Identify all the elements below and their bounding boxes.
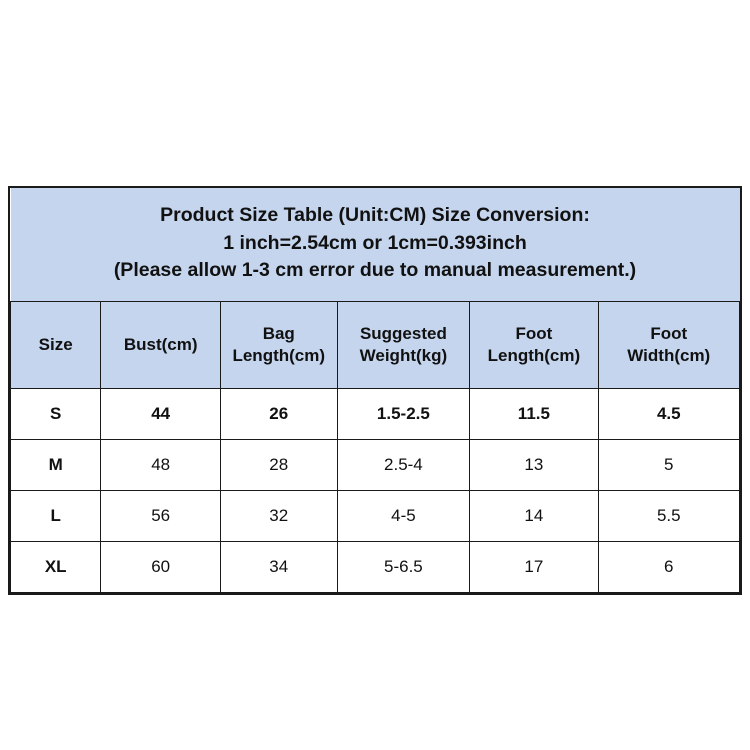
column-header-suggested-weight-line1: Suggested xyxy=(359,323,447,343)
cell-bag-length: 28 xyxy=(220,440,337,491)
column-header-foot-width-line2: Width(cm) xyxy=(627,346,711,366)
column-header-foot-width-line1: Foot xyxy=(650,323,688,343)
column-header-foot-length-line1: Foot xyxy=(515,323,553,343)
title-line-2: 1 inch=2.54cm or 1cm=0.393inch xyxy=(223,231,527,254)
column-header-bust-line1: Bust(cm) xyxy=(123,335,198,355)
table-header-row xyxy=(11,302,740,389)
cell-foot-width: 5 xyxy=(598,440,739,491)
cell-bust: 60 xyxy=(101,542,221,593)
table-title xyxy=(11,188,740,302)
cell-suggested-weight: 4-5 xyxy=(337,491,470,542)
table-row xyxy=(11,389,740,440)
cell-bust: 44 xyxy=(101,389,221,440)
cell-bust: 48 xyxy=(101,440,221,491)
column-header-foot-length-line2: Length(cm) xyxy=(487,346,581,366)
title-line-1: Product Size Table (Unit:CM) Size Conversion: xyxy=(160,204,590,226)
cell-bag-length: 26 xyxy=(220,389,337,440)
cell-bust: 56 xyxy=(101,491,221,542)
cell-foot-length: 11.5 xyxy=(470,389,598,440)
cell-foot-width: 5.5 xyxy=(598,491,739,542)
cell-size: S xyxy=(11,389,101,440)
table-title-row xyxy=(11,188,740,302)
table-row xyxy=(11,542,740,593)
size-table-container xyxy=(8,186,742,595)
column-header-suggested-weight xyxy=(337,302,470,389)
column-header-foot-width xyxy=(598,302,739,389)
cell-foot-length: 13 xyxy=(470,440,598,491)
title-line-3: (Please allow 1-3 cm error due to manual measurement.) xyxy=(113,259,637,282)
cell-size: L xyxy=(11,491,101,542)
cell-suggested-weight: 1.5-2.5 xyxy=(337,389,470,440)
table-row xyxy=(11,491,740,542)
size-table xyxy=(10,188,740,593)
column-header-bag-length xyxy=(220,302,337,389)
column-header-size xyxy=(11,302,101,389)
cell-size: XL xyxy=(11,542,101,593)
cell-bag-length: 32 xyxy=(220,491,337,542)
cell-suggested-weight: 5-6.5 xyxy=(337,542,470,593)
cell-suggested-weight: 2.5-4 xyxy=(337,440,470,491)
cell-bag-length: 34 xyxy=(220,542,337,593)
cell-size: M xyxy=(11,440,101,491)
cell-foot-width: 4.5 xyxy=(598,389,739,440)
column-header-size-line1: Size xyxy=(38,335,73,355)
cell-foot-length: 17 xyxy=(470,542,598,593)
cell-foot-width: 6 xyxy=(598,542,739,593)
column-header-suggested-weight-line2: Weight(kg) xyxy=(359,346,448,366)
column-header-bag-length-line2: Length(cm) xyxy=(232,346,326,366)
column-header-bag-length-line1: Bag xyxy=(262,323,295,343)
column-header-bust xyxy=(101,302,221,389)
cell-foot-length: 14 xyxy=(470,491,598,542)
table-row xyxy=(11,440,740,491)
column-header-foot-length xyxy=(470,302,598,389)
